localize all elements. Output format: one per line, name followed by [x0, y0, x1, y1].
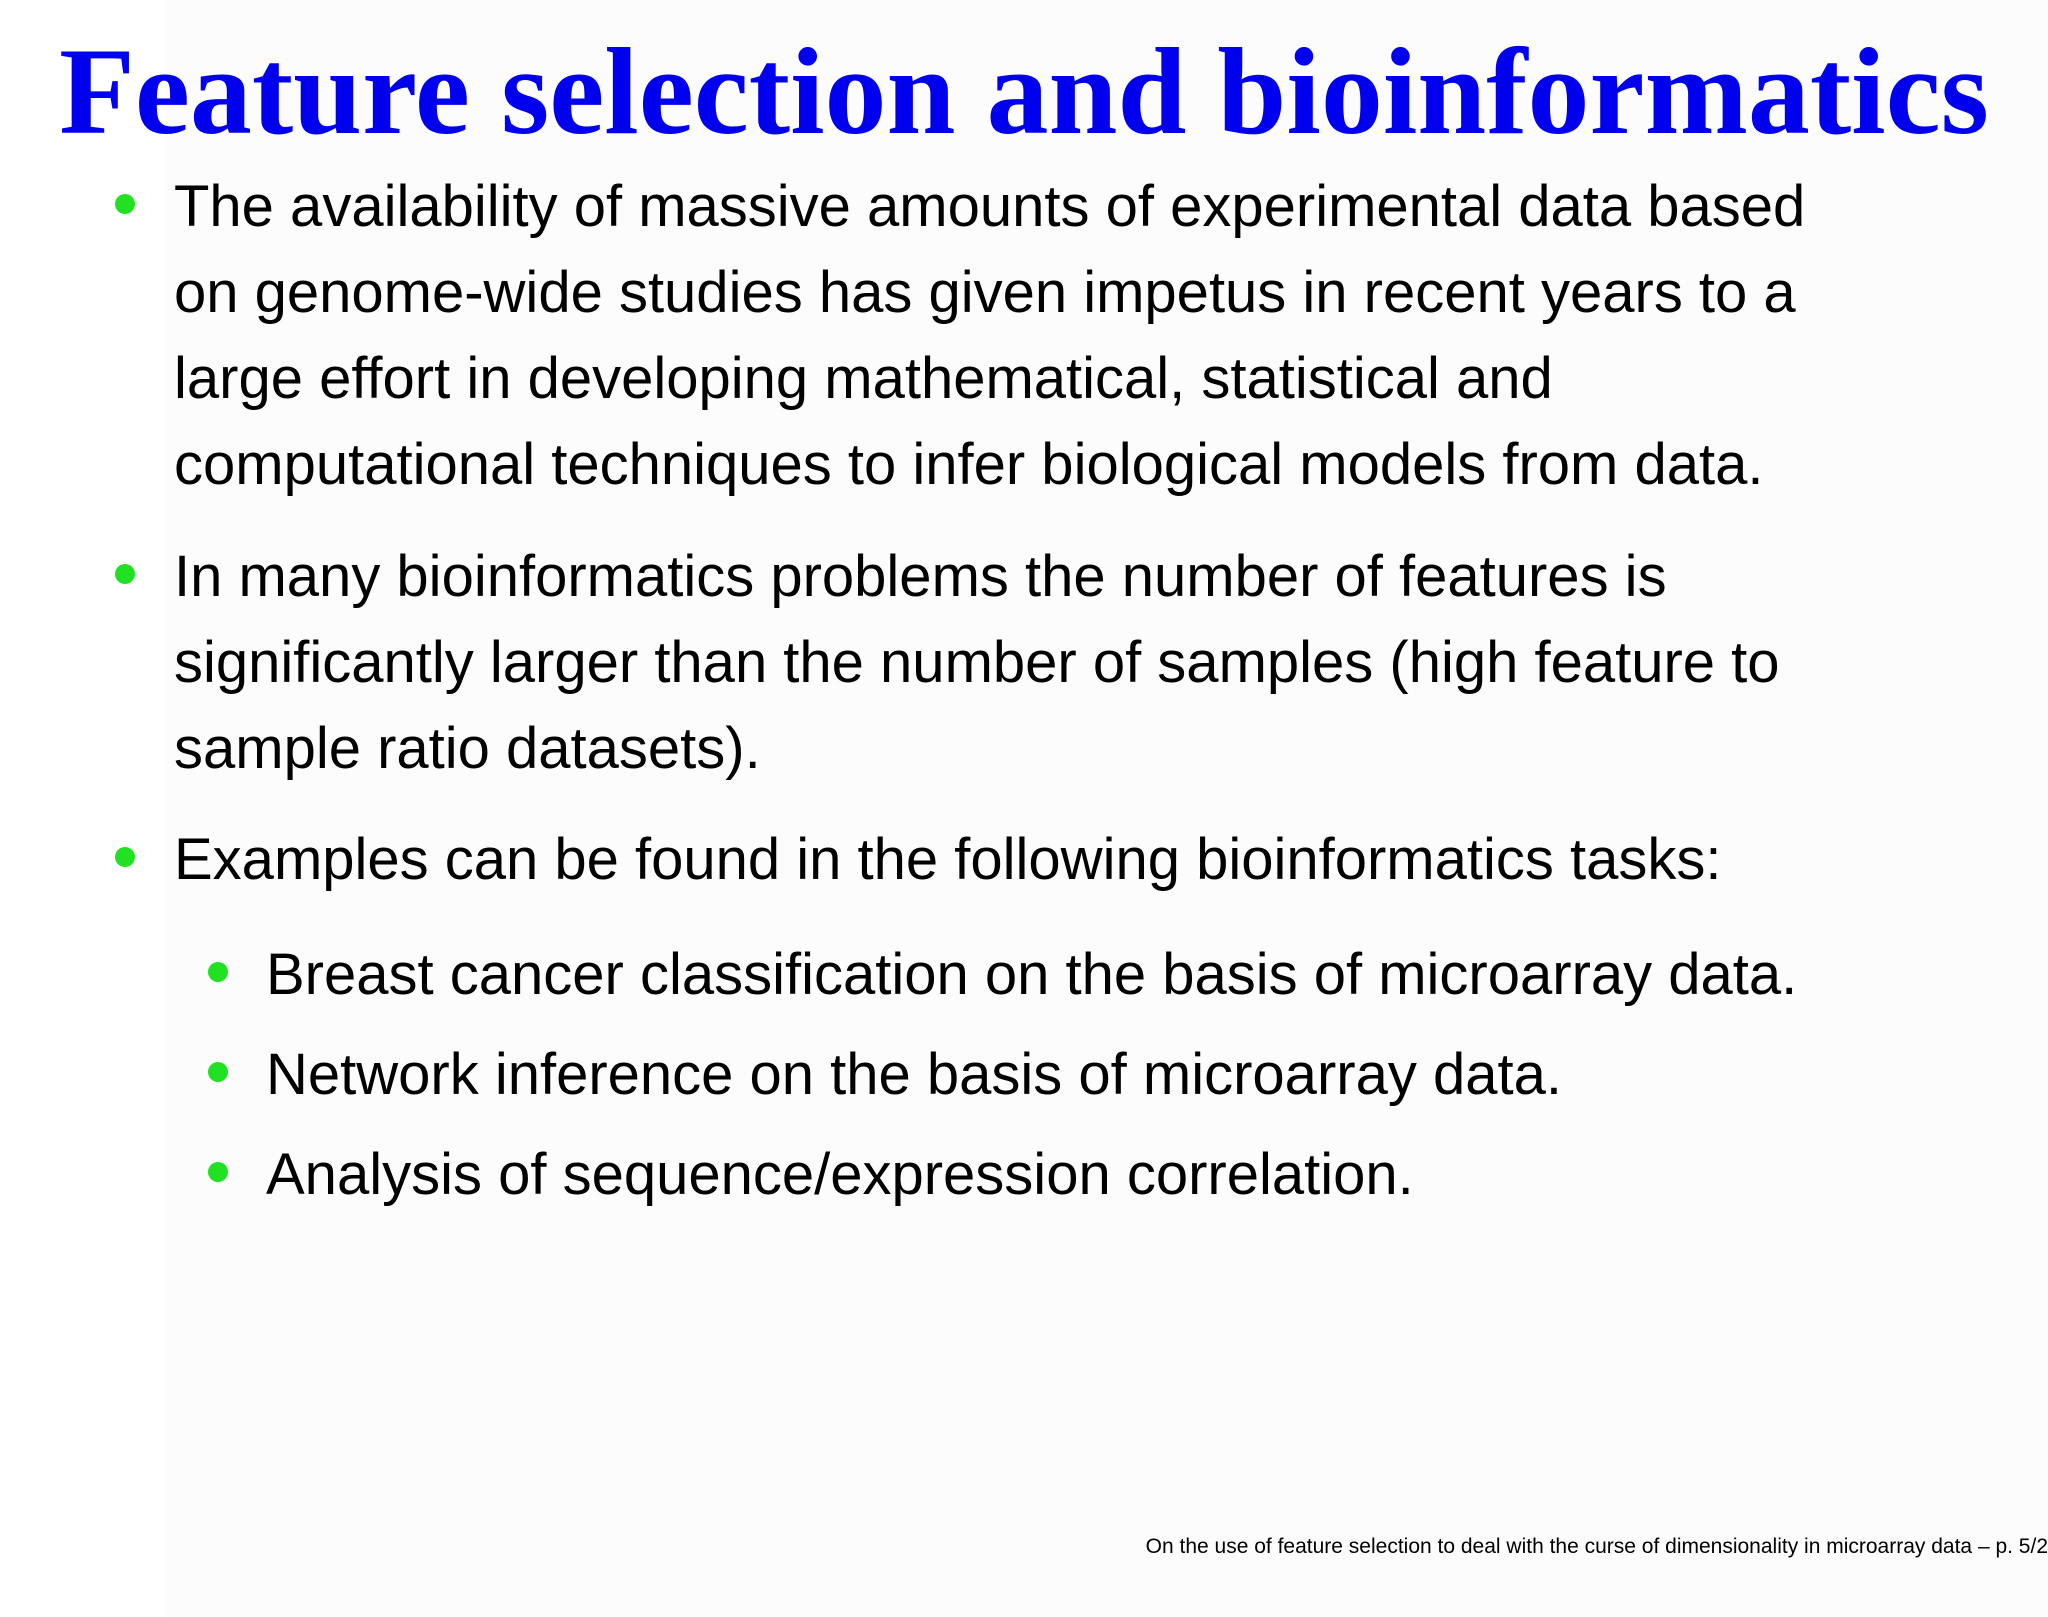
bullet-dot-icon [208, 1062, 228, 1082]
bullet-dot-icon [115, 847, 135, 867]
bullet-text-line: In many bioinformatics problems the number of features is [174, 544, 1667, 609]
bullet-text-line: The availability of massive amounts of experimental data based [174, 174, 1806, 239]
sub-bullet-text: Network inference on the basis of microarray data. [266, 1042, 1562, 1107]
sub-bullet-text: Analysis of sequence/expression correlation. [266, 1142, 1414, 1207]
bullet-dot-icon [115, 194, 135, 214]
bullet-text-line: computational techniques to infer biological models from data. [174, 432, 1764, 497]
bullet-text-line: Examples can be found in the following bioinformatics tasks: [174, 827, 1722, 892]
slide-footer: On the use of feature selection to deal with the curse of dimensionality in microarray data – p. 5/2 [1145, 1535, 2048, 1558]
bullet-dot-icon [208, 962, 228, 982]
bullet-dot-icon [208, 1162, 228, 1182]
slide-title: Feature selection and bioinformatics [59, 23, 1989, 160]
bullet-text-line: significantly larger than the number of samples (high feature to [174, 630, 1780, 695]
sub-bullet-text: Breast cancer classification on the basis of microarray data. [266, 942, 1798, 1007]
bullet-dot-icon [115, 564, 135, 584]
bullet-text-line: on genome-wide studies has given impetus in recent years to a [174, 260, 1796, 325]
bullet-text-line: large effort in developing mathematical, statistical and [174, 346, 1553, 411]
bullet-text-line: sample ratio datasets). [174, 716, 761, 781]
